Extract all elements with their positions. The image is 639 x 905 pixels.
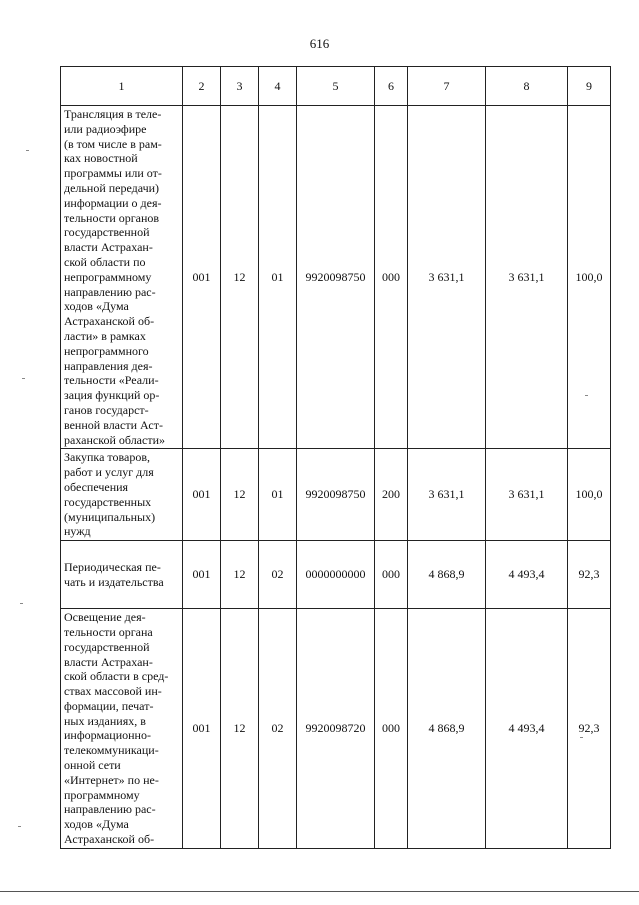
scan-speck xyxy=(580,737,583,738)
description-line: обеспечения xyxy=(64,479,129,494)
description-line: ской области в сред- xyxy=(64,669,169,684)
column-header: 6 xyxy=(375,67,408,106)
scan-speck xyxy=(22,378,25,379)
description-line: государственных xyxy=(64,494,152,509)
description-line: тельности «Реали- xyxy=(64,373,159,388)
description-line: Закупка товаров, xyxy=(64,450,150,465)
description-line: ласти» в рамках xyxy=(64,328,146,343)
description-line: власти Астрахан- xyxy=(64,240,153,255)
description-line: онной сети xyxy=(64,758,121,773)
description-line: тельности органов xyxy=(64,210,160,225)
row-description xyxy=(61,106,183,449)
description-line: информации о дея- xyxy=(64,195,162,210)
column-header: 7 xyxy=(408,67,486,106)
row-description xyxy=(61,609,183,849)
column-header: 3 xyxy=(221,67,259,106)
page-number: 616 xyxy=(309,36,330,51)
cell-col3: 12 xyxy=(221,609,259,849)
description-line: Периодическая пе- xyxy=(64,559,161,574)
row-description xyxy=(61,541,183,609)
description-line: работ и услуг для xyxy=(64,465,154,480)
description-line: раханской области» xyxy=(64,432,165,447)
description-line: (муниципальных) xyxy=(64,509,156,524)
column-header: 9 xyxy=(568,67,611,106)
cell-col9: 92,3 xyxy=(568,609,611,849)
description-line: непрограммному xyxy=(64,269,152,284)
column-header: 8 xyxy=(486,67,568,106)
cell-col5: 9920098750 xyxy=(297,106,375,449)
cell-col2: 001 xyxy=(183,106,221,449)
description-line: нужд xyxy=(64,524,91,539)
column-header: 5 xyxy=(297,67,375,106)
scan-speck xyxy=(20,603,23,604)
cell-col4: 02 xyxy=(259,609,297,849)
description-line: или радиоэфире xyxy=(64,121,147,136)
description-line: информационно- xyxy=(64,728,151,743)
cell-col8: 3 631,1 xyxy=(486,449,568,541)
cell-col7: 3 631,1 xyxy=(408,106,486,449)
cell-col8: 4 493,4 xyxy=(486,541,568,609)
description-line: государственной xyxy=(64,225,150,240)
description-line: телекоммуникаци- xyxy=(64,743,159,758)
description-line: (в том числе в рам- xyxy=(64,136,162,151)
cell-col6: 000 xyxy=(375,541,408,609)
description-line: чать и издательства xyxy=(64,574,164,589)
description-line: ствах массовой ин- xyxy=(64,684,162,699)
budget-table xyxy=(60,66,611,849)
cell-col2: 001 xyxy=(183,541,221,609)
cell-col9: 100,0 xyxy=(568,449,611,541)
description-line: ных изданиях, в xyxy=(64,713,146,728)
cell-col2: 001 xyxy=(183,449,221,541)
cell-col9: 100,0 xyxy=(568,106,611,449)
table-row xyxy=(61,106,611,449)
description-line: ской области по xyxy=(64,254,146,269)
description-line: Освещение дея- xyxy=(64,610,146,625)
description-line: ганов государст- xyxy=(64,402,149,417)
description-line: ходов «Дума xyxy=(64,817,129,832)
description-line: венной власти Аст- xyxy=(64,417,163,432)
cell-col6: 000 xyxy=(375,106,408,449)
description-line: программному xyxy=(64,787,140,802)
cell-col8: 4 493,4 xyxy=(486,609,568,849)
description-line: Астраханской об- xyxy=(64,314,155,329)
cell-col9: 92,3 xyxy=(568,541,611,609)
cell-col4: 01 xyxy=(259,449,297,541)
table-row xyxy=(61,449,611,541)
table-header-row xyxy=(61,67,611,106)
row-description xyxy=(61,449,183,541)
description-line: ходов «Дума xyxy=(64,299,129,314)
table-row xyxy=(61,541,611,609)
cell-col7: 4 868,9 xyxy=(408,609,486,849)
cell-col4: 02 xyxy=(259,541,297,609)
cell-col3: 12 xyxy=(221,106,259,449)
bottom-rule xyxy=(0,891,639,892)
description-line: направлению рас- xyxy=(64,802,156,817)
description-line: зация функций ор- xyxy=(64,388,160,403)
description-line: непрограммного xyxy=(64,343,149,358)
description-line: «Интернет» по не- xyxy=(64,772,159,787)
column-header: 4 xyxy=(259,67,297,106)
description-line: формации, печат- xyxy=(64,698,154,713)
description-line: власти Астрахан- xyxy=(64,654,153,669)
scan-speck xyxy=(26,150,29,151)
cell-col5: 9920098720 xyxy=(297,609,375,849)
description-line: Трансляция в теле- xyxy=(64,107,162,121)
cell-col3: 12 xyxy=(221,541,259,609)
description-line: программы или от- xyxy=(64,166,162,181)
description-line: направления дея- xyxy=(64,358,153,373)
cell-col7: 3 631,1 xyxy=(408,449,486,541)
scan-speck xyxy=(18,826,21,827)
column-header: 2 xyxy=(183,67,221,106)
table-row xyxy=(61,609,611,849)
description-line: дельной передачи) xyxy=(64,180,160,195)
cell-col4: 01 xyxy=(259,106,297,449)
cell-col5: 0000000000 xyxy=(297,541,375,609)
scan-speck xyxy=(585,395,588,396)
description-line: направлению рас- xyxy=(64,284,156,299)
cell-col3: 12 xyxy=(221,449,259,541)
cell-col8: 3 631,1 xyxy=(486,106,568,449)
column-header: 1 xyxy=(61,67,183,106)
cell-col7: 4 868,9 xyxy=(408,541,486,609)
description-line: государственной xyxy=(64,639,150,654)
cell-col6: 000 xyxy=(375,609,408,849)
description-line: тельности органа xyxy=(64,624,153,639)
description-line: Астраханской об- xyxy=(64,832,155,847)
cell-col6: 200 xyxy=(375,449,408,541)
cell-col2: 001 xyxy=(183,609,221,849)
cell-col5: 9920098750 xyxy=(297,449,375,541)
description-line: ках новостной xyxy=(64,151,138,166)
